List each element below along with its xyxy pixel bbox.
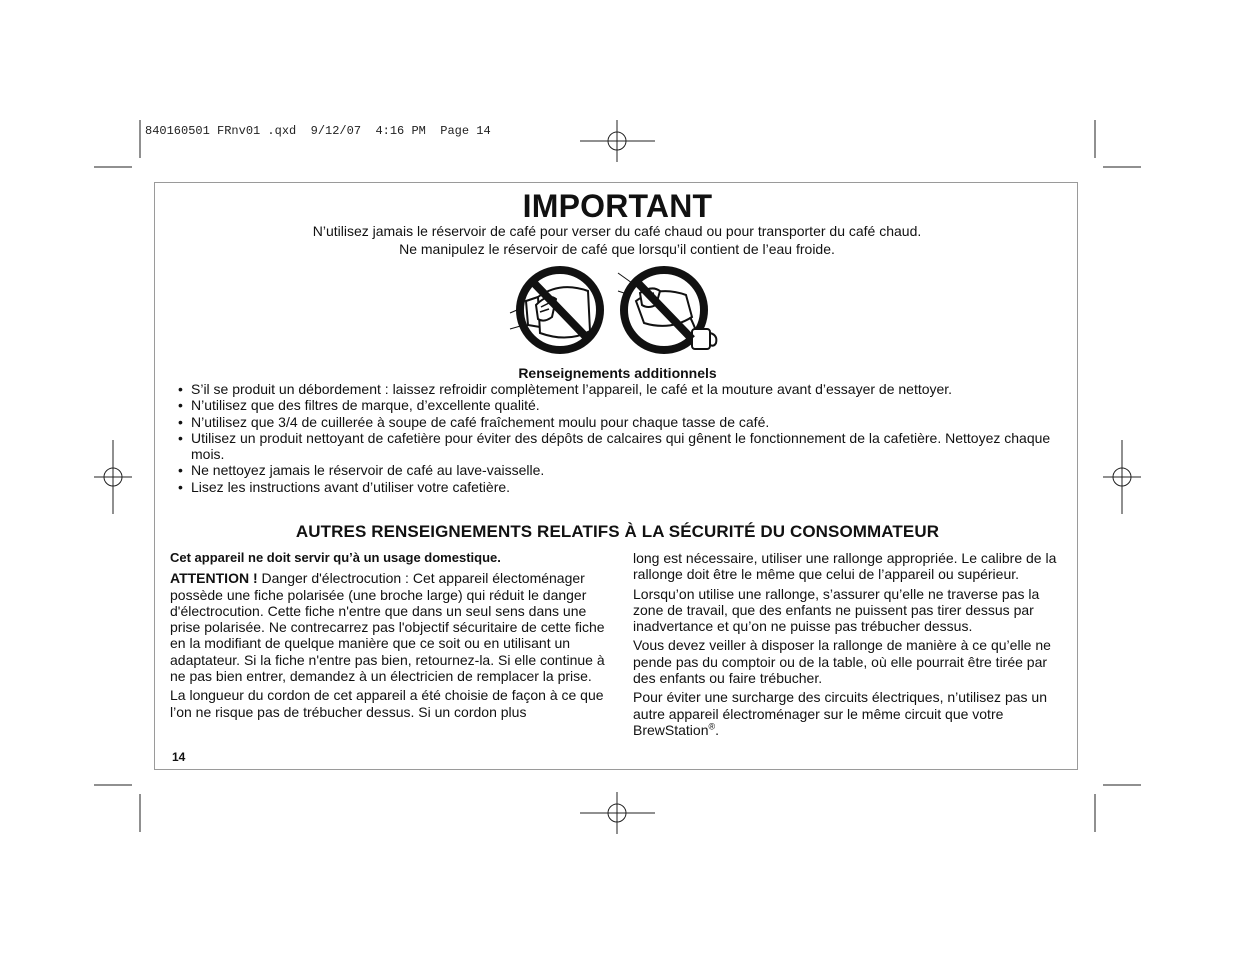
list-item: • N’utilisez que 3/4 de cuillerée à soupe de café fraîchement moulu pour chaque tasse de café. [176,414,1056,430]
overload-paragraph [633,689,1069,738]
warning-line-1: N’utilisez jamais le réservoir de café pour verser du café chaud ou pour transporter du café chaud. [312,223,922,239]
additional-info-list [176,381,1056,495]
attention-label: ATTENTION ! [170,570,258,587]
warning-line-2: Ne manipulez le réservoir de café que lorsqu’il contient de l’eau froide. [399,241,835,257]
print-slug-line: 840160501 FRnv01 .qxd 9/12/07 4:16 PM Page 14 [145,124,491,138]
registration-mark-bottom [580,792,655,834]
registered-mark: ® [708,721,716,732]
safety-heading: AUTRES RENSEIGNEMENTS RELATIFS À LA SÉCURITÉ DU CONSOMMATEUR [295,522,940,541]
overload-period: . [715,721,720,738]
list-item: • Ne nettoyez jamais le réservoir de café au lave-vaisselle. [176,462,1056,478]
list-item: • Utilisez un produit nettoyant de cafetière pour éviter des dépôts de calcaires qui gênent le fonctionnement de la cafetière. Nettoyez chaque mois. [176,430,1056,463]
safety-column-left [170,550,608,723]
list-item: • S’il se produit un débordement : laissez refroidir complètement l’appareil, le café et la mouture avant d’essayer de nettoyer. [176,381,1056,397]
registration-mark-left [94,440,132,514]
page-title: IMPORTANT [522,188,713,224]
extension-paragraph: Lorsqu’on utilise une rallonge, s’assurer qu’elle ne traverse pas la zone de travail, que des enfants ne puissent pas tirer dessus par inadvertance et qu’on ne puisse pas trébucher dessus. [633,585,1040,635]
page-number: 14 [172,750,186,764]
prohibited-pour-carafe-icon [618,270,716,350]
prohibited-hold-carafe-icon [510,270,600,350]
cord-paragraph: La longueur du cordon de cet appareil a été choisie de façon à ce que l’on ne risque pas de trébucher dessus. Si un cordon plus [170,687,604,720]
cord-paragraph-continued: long est nécessaire, utiliser une rallonge appropriée. Le calibre de la rallonge doit être le même que celui de l’appareil ou supérieur. [633,550,1057,583]
attention-paragraph [170,570,608,684]
list-item: • N’utilisez que des filtres de marque, d’excellente qualité. [176,397,1056,413]
list-item: • Lisez les instructions avant d’utiliser votre cafetière. [176,479,1056,495]
registration-mark-top [580,120,655,162]
registration-mark-right [1103,440,1141,514]
attention-text: Danger d'électrocution : Cet appareil électoménager possède une fiche polarisée (une broche large) qui réduit le danger d'électrocution. Cette fiche n'entre que dans un seul sens dans une prise polarisée. Ne contrecarrez pas l'objectif sécuritaire de cette fiche en la modifiant de quelque manière que ce soit ou en utilisant un adaptateur. Si la fiche n'entre pas bien, retournez-la. Si elle continue à ne pas bien entrer, demandez à un électricien de remplacer la prise. [170,570,605,685]
domestic-use-note: Cet appareil ne doit servir qu’à un usage domestique. [170,550,501,565]
overload-text: Pour éviter une surcharge des circuits électriques, n’utilisez pas un autre appareil électroménager sur le même circuit que votre BrewStation [633,689,1047,738]
safety-column-right [633,550,1069,741]
additional-info-heading: Renseignements additionnels [518,365,717,381]
hang-paragraph: Vous devez veiller à disposer la rallonge de manière à ce qu’elle ne pende pas du comptoir ou de la table, où elle pourrait être tirée par des enfants ou faire trébucher. [633,637,1051,687]
prohibition-icons [508,265,723,357]
